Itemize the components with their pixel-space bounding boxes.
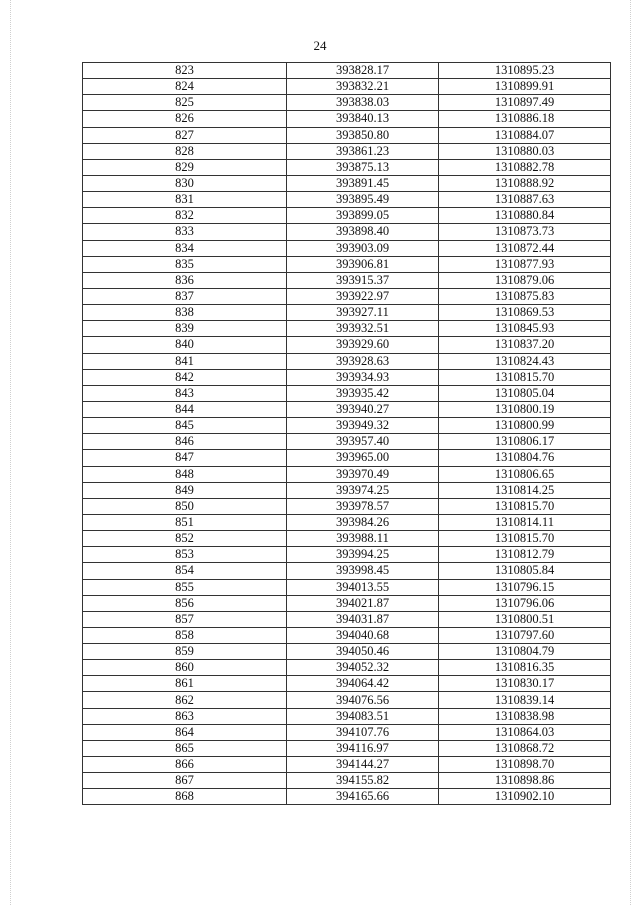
y-coordinate-cell: 1310815.70 [439,531,611,547]
point-number-cell: 846 [83,434,287,450]
page-number: 24 [313,38,327,53]
y-coordinate-cell: 1310887.63 [439,192,611,208]
y-coordinate-cell: 1310879.06 [439,272,611,288]
x-coordinate-cell: 394144.27 [287,757,439,773]
table-row [83,337,611,353]
x-coordinate-cell: 393965.00 [287,450,439,466]
table-row [83,627,611,643]
table-row [83,660,611,676]
point-number-cell: 828 [83,143,287,159]
table-row [83,740,611,756]
table-row [83,531,611,547]
x-coordinate-cell: 394013.55 [287,579,439,595]
point-number-cell: 841 [83,353,287,369]
x-coordinate-cell: 393861.23 [287,143,439,159]
right-edge-mark [630,0,632,905]
table-row [83,143,611,159]
table-row [83,401,611,417]
x-coordinate-cell: 393984.26 [287,514,439,530]
y-coordinate-cell: 1310872.44 [439,240,611,256]
y-coordinate-cell: 1310897.49 [439,95,611,111]
y-coordinate-cell: 1310880.84 [439,208,611,224]
point-number-cell: 854 [83,563,287,579]
table-row [83,547,611,563]
table-row [83,482,611,498]
x-coordinate-cell: 393929.60 [287,337,439,353]
point-number-cell: 829 [83,159,287,175]
y-coordinate-cell: 1310800.51 [439,611,611,627]
y-coordinate-cell: 1310888.92 [439,175,611,191]
y-coordinate-cell: 1310816.35 [439,660,611,676]
point-number-cell: 844 [83,401,287,417]
y-coordinate-cell: 1310806.65 [439,466,611,482]
table-row [83,175,611,191]
point-number-cell: 851 [83,514,287,530]
x-coordinate-cell: 393978.57 [287,498,439,514]
y-coordinate-cell: 1310884.07 [439,127,611,143]
y-coordinate-cell: 1310805.84 [439,563,611,579]
x-coordinate-cell: 393832.21 [287,79,439,95]
table-row [83,418,611,434]
table-row [83,692,611,708]
table-row [83,63,611,79]
point-number-cell: 847 [83,450,287,466]
table-row [83,369,611,385]
y-coordinate-cell: 1310824.43 [439,353,611,369]
point-number-cell: 855 [83,579,287,595]
x-coordinate-cell: 393850.80 [287,127,439,143]
x-coordinate-cell: 394021.87 [287,595,439,611]
x-coordinate-cell: 394165.66 [287,789,439,805]
y-coordinate-cell: 1310838.98 [439,708,611,724]
x-coordinate-cell: 394076.56 [287,692,439,708]
coordinates-table-body [83,63,611,805]
x-coordinate-cell: 393840.13 [287,111,439,127]
point-number-cell: 835 [83,256,287,272]
y-coordinate-cell: 1310868.72 [439,740,611,756]
point-number-cell: 843 [83,385,287,401]
x-coordinate-cell: 393949.32 [287,418,439,434]
x-coordinate-cell: 393932.51 [287,321,439,337]
table-row [83,563,611,579]
table-row [83,724,611,740]
point-number-cell: 862 [83,692,287,708]
point-number-cell: 868 [83,789,287,805]
point-number-cell: 863 [83,708,287,724]
x-coordinate-cell: 393957.40 [287,434,439,450]
y-coordinate-cell: 1310877.93 [439,256,611,272]
y-coordinate-cell: 1310895.23 [439,63,611,79]
y-coordinate-cell: 1310806.17 [439,434,611,450]
point-number-cell: 838 [83,305,287,321]
table-row [83,498,611,514]
table-row [83,224,611,240]
x-coordinate-cell: 394031.87 [287,611,439,627]
table-row [83,111,611,127]
point-number-cell: 845 [83,418,287,434]
y-coordinate-cell: 1310873.73 [439,224,611,240]
x-coordinate-cell: 394050.46 [287,644,439,660]
x-coordinate-cell: 393891.45 [287,175,439,191]
point-number-cell: 853 [83,547,287,563]
y-coordinate-cell: 1310805.04 [439,385,611,401]
point-number-cell: 848 [83,466,287,482]
point-number-cell: 842 [83,369,287,385]
x-coordinate-cell: 393940.27 [287,401,439,417]
y-coordinate-cell: 1310899.91 [439,79,611,95]
x-coordinate-cell: 394083.51 [287,708,439,724]
table-row [83,353,611,369]
y-coordinate-cell: 1310864.03 [439,724,611,740]
table-row [83,789,611,805]
y-coordinate-cell: 1310800.99 [439,418,611,434]
x-coordinate-cell: 393898.40 [287,224,439,240]
y-coordinate-cell: 1310886.18 [439,111,611,127]
x-coordinate-cell: 393998.45 [287,563,439,579]
table-row [83,466,611,482]
point-number-cell: 827 [83,127,287,143]
point-number-cell: 856 [83,595,287,611]
y-coordinate-cell: 1310898.86 [439,773,611,789]
table-row [83,434,611,450]
point-number-cell: 834 [83,240,287,256]
point-number-cell: 830 [83,175,287,191]
y-coordinate-cell: 1310815.70 [439,498,611,514]
y-coordinate-cell: 1310898.70 [439,757,611,773]
point-number-cell: 823 [83,63,287,79]
x-coordinate-cell: 393895.49 [287,192,439,208]
point-number-cell: 840 [83,337,287,353]
x-coordinate-cell: 393906.81 [287,256,439,272]
point-number-cell: 865 [83,740,287,756]
x-coordinate-cell: 394052.32 [287,660,439,676]
y-coordinate-cell: 1310880.03 [439,143,611,159]
x-coordinate-cell: 393838.03 [287,95,439,111]
x-coordinate-cell: 393928.63 [287,353,439,369]
x-coordinate-cell: 394040.68 [287,627,439,643]
y-coordinate-cell: 1310814.11 [439,514,611,530]
y-coordinate-cell: 1310845.93 [439,321,611,337]
point-number-cell: 833 [83,224,287,240]
y-coordinate-cell: 1310812.79 [439,547,611,563]
x-coordinate-cell: 394116.97 [287,740,439,756]
x-coordinate-cell: 393915.37 [287,272,439,288]
x-coordinate-cell: 393994.25 [287,547,439,563]
point-number-cell: 861 [83,676,287,692]
point-number-cell: 852 [83,531,287,547]
point-number-cell: 837 [83,288,287,304]
table-row [83,773,611,789]
y-coordinate-cell: 1310875.83 [439,288,611,304]
table-row [83,272,611,288]
point-number-cell: 857 [83,611,287,627]
table-row [83,385,611,401]
y-coordinate-cell: 1310804.76 [439,450,611,466]
table-row [83,611,611,627]
point-number-cell: 832 [83,208,287,224]
x-coordinate-cell: 394107.76 [287,724,439,740]
point-number-cell: 866 [83,757,287,773]
y-coordinate-cell: 1310837.20 [439,337,611,353]
point-number-cell: 858 [83,627,287,643]
y-coordinate-cell: 1310796.15 [439,579,611,595]
point-number-cell: 850 [83,498,287,514]
x-coordinate-cell: 393935.42 [287,385,439,401]
x-coordinate-cell: 393922.97 [287,288,439,304]
table-row [83,644,611,660]
table-row [83,79,611,95]
y-coordinate-cell: 1310796.06 [439,595,611,611]
y-coordinate-cell: 1310839.14 [439,692,611,708]
x-coordinate-cell: 393828.17 [287,63,439,79]
point-number-cell: 849 [83,482,287,498]
point-number-cell: 839 [83,321,287,337]
y-coordinate-cell: 1310800.19 [439,401,611,417]
table-row [83,127,611,143]
table-row [83,579,611,595]
y-coordinate-cell: 1310814.25 [439,482,611,498]
x-coordinate-cell: 393988.11 [287,531,439,547]
y-coordinate-cell: 1310804.79 [439,644,611,660]
point-number-cell: 867 [83,773,287,789]
table-row [83,208,611,224]
point-number-cell: 860 [83,660,287,676]
table-row [83,321,611,337]
table-row [83,305,611,321]
table-row [83,240,611,256]
coordinates-table-container [82,62,610,805]
point-number-cell: 824 [83,79,287,95]
y-coordinate-cell: 1310797.60 [439,627,611,643]
table-row [83,514,611,530]
x-coordinate-cell: 393927.11 [287,305,439,321]
point-number-cell: 826 [83,111,287,127]
x-coordinate-cell: 393934.93 [287,369,439,385]
x-coordinate-cell: 394155.82 [287,773,439,789]
y-coordinate-cell: 1310902.10 [439,789,611,805]
y-coordinate-cell: 1310830.17 [439,676,611,692]
y-coordinate-cell: 1310869.53 [439,305,611,321]
table-row [83,450,611,466]
x-coordinate-cell: 393875.13 [287,159,439,175]
point-number-cell: 864 [83,724,287,740]
coordinates-table [82,62,611,805]
table-row [83,708,611,724]
point-number-cell: 836 [83,272,287,288]
table-row [83,757,611,773]
table-row [83,595,611,611]
table-row [83,192,611,208]
x-coordinate-cell: 393970.49 [287,466,439,482]
point-number-cell: 831 [83,192,287,208]
table-row [83,676,611,692]
x-coordinate-cell: 393974.25 [287,482,439,498]
left-edge-mark [10,0,12,905]
point-number-cell: 859 [83,644,287,660]
point-number-cell: 825 [83,95,287,111]
x-coordinate-cell: 393899.05 [287,208,439,224]
table-row [83,95,611,111]
table-row [83,256,611,272]
table-row [83,288,611,304]
x-coordinate-cell: 394064.42 [287,676,439,692]
x-coordinate-cell: 393903.09 [287,240,439,256]
table-row [83,159,611,175]
y-coordinate-cell: 1310882.78 [439,159,611,175]
y-coordinate-cell: 1310815.70 [439,369,611,385]
